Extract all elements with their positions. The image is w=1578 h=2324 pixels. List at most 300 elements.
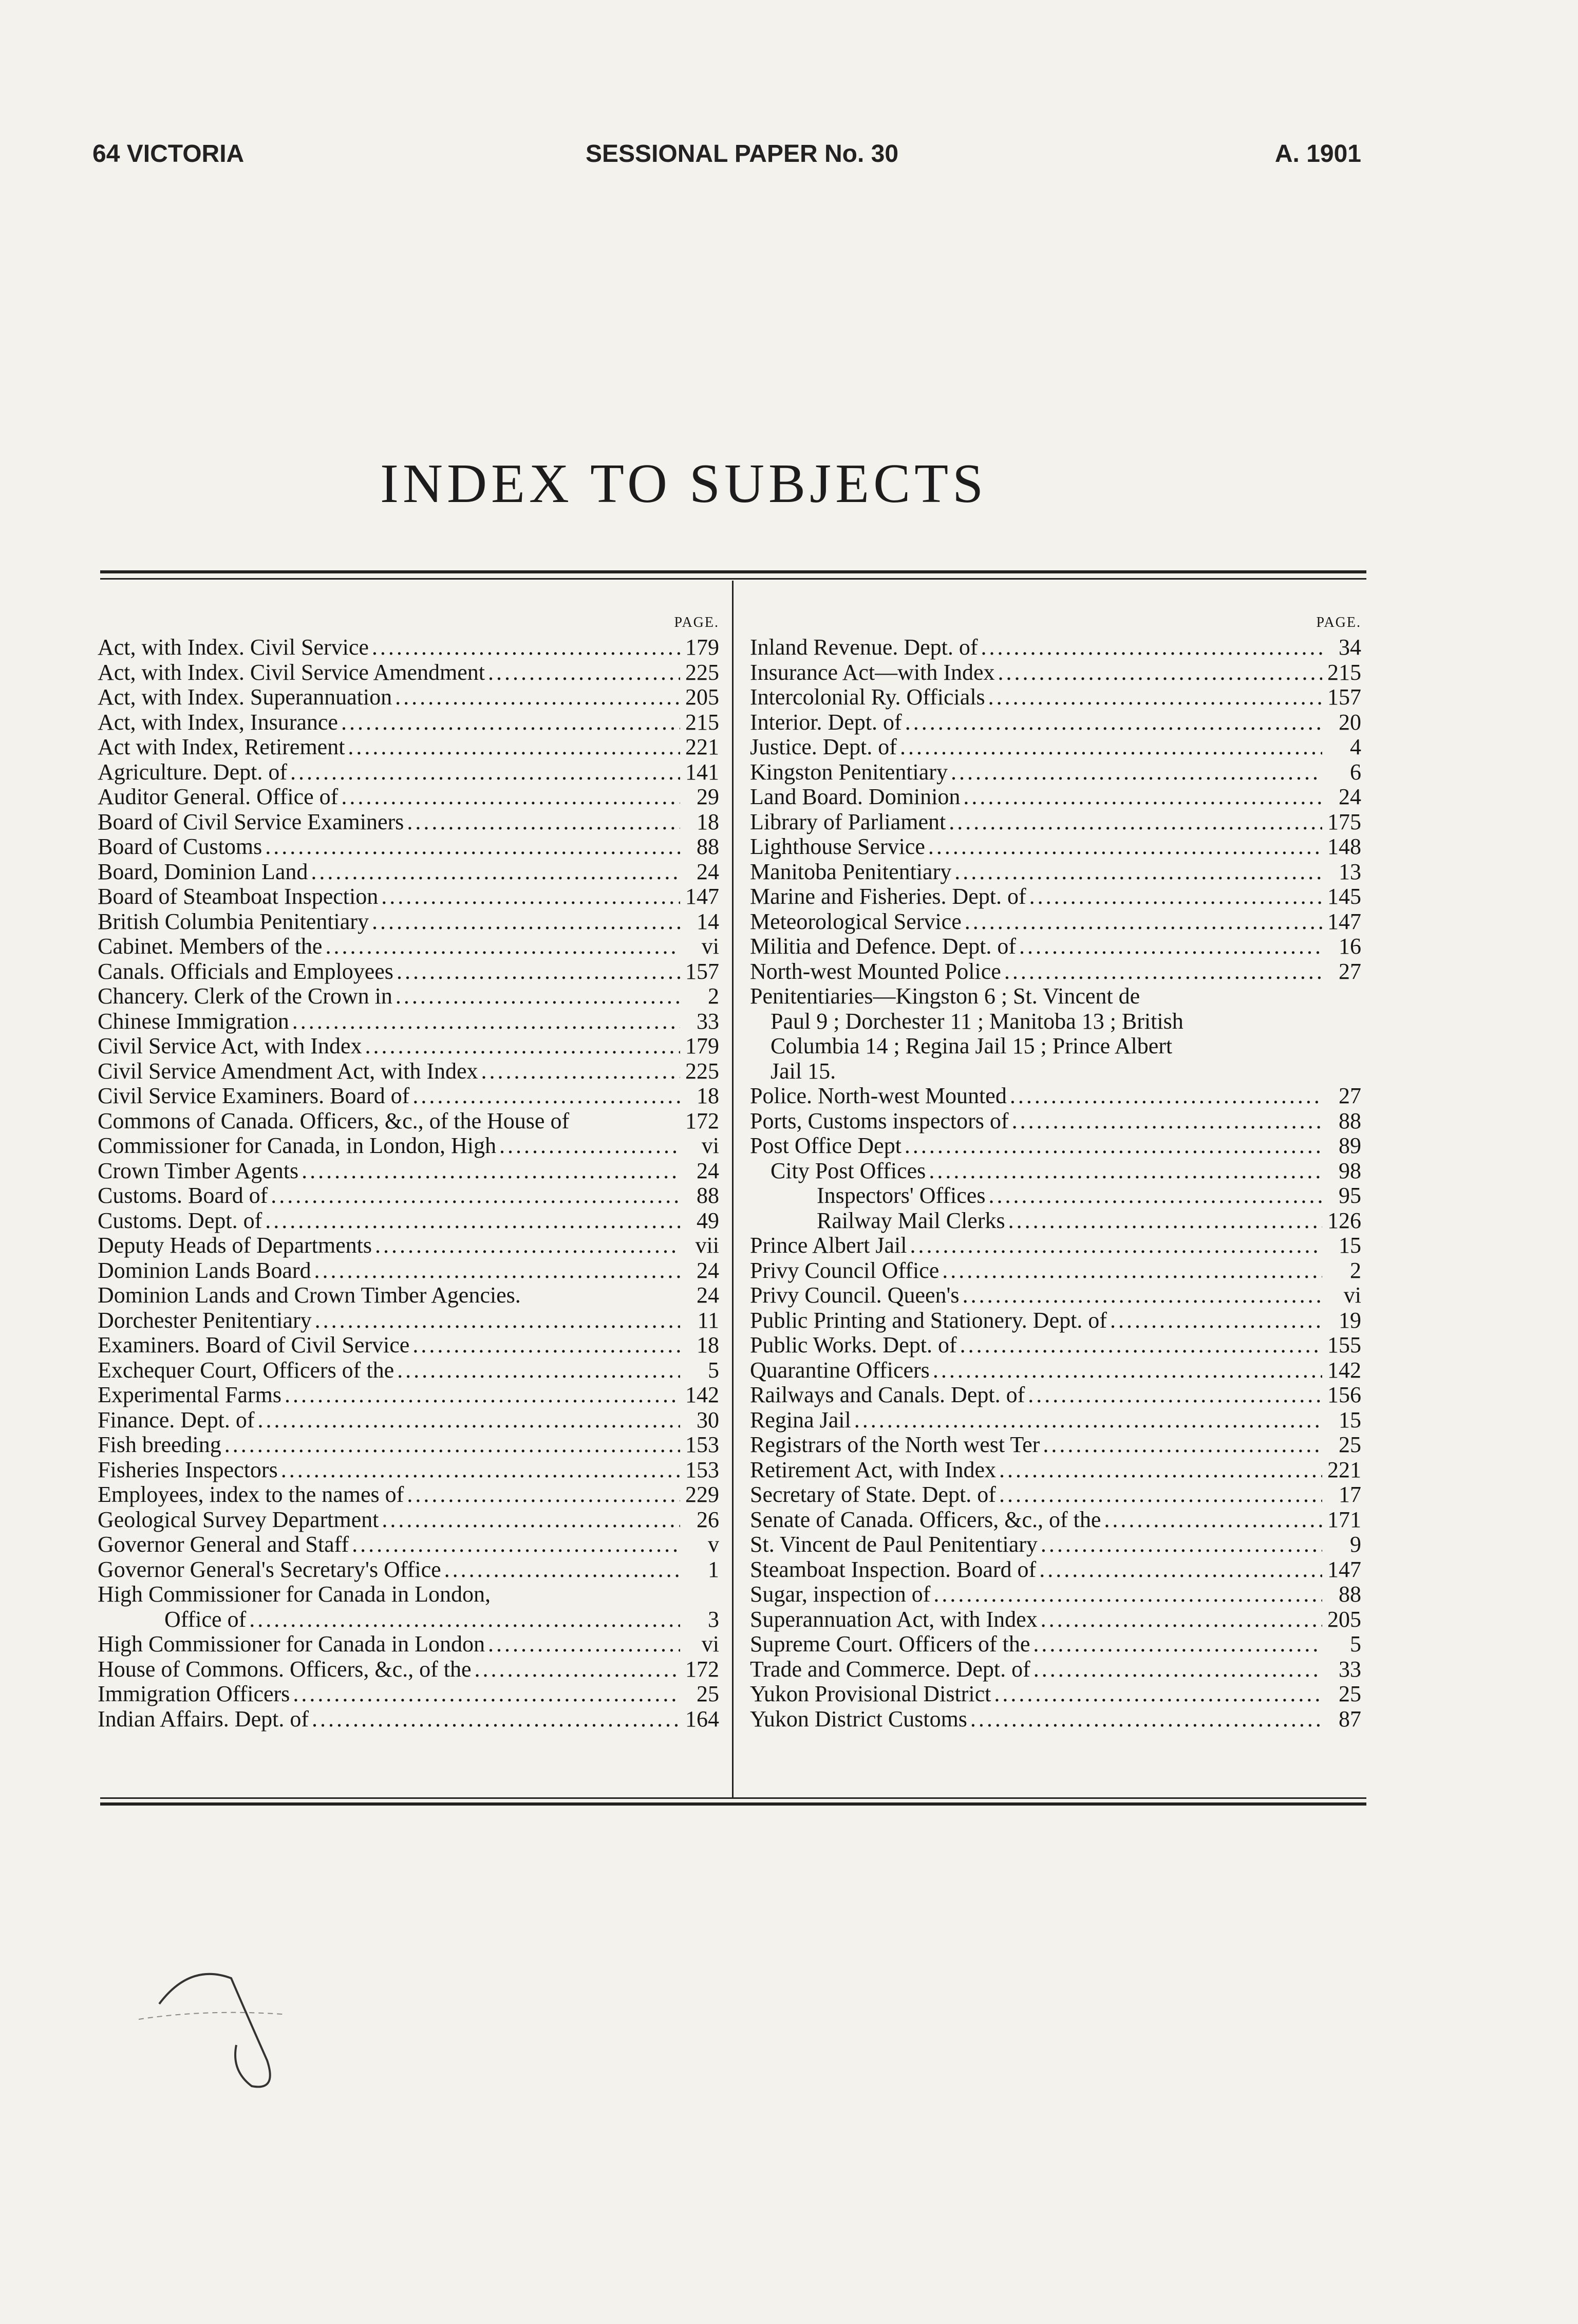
entry-page-number: 30 <box>697 1407 719 1433</box>
dot-leader <box>341 785 680 810</box>
index-entry <box>750 1508 1361 1533</box>
entry-subject: Kingston Penitentiary <box>750 759 948 785</box>
index-entry <box>750 735 1361 760</box>
entry-subject: Act, with Index. Civil Service <box>98 635 369 660</box>
entry-subject: Quarantine Officers <box>750 1357 930 1383</box>
index-entry <box>750 1682 1361 1707</box>
index-entry: Columbia 14 ; Regina Jail 15 ; Prince Albert <box>771 1033 1173 1058</box>
entry-subject: Justice. Dept. of <box>750 734 897 759</box>
entry-subject: High Commissioner for Canada in London <box>98 1631 485 1657</box>
index-entry <box>750 1532 1361 1557</box>
entry-subject: Office of <box>164 1606 247 1632</box>
dot-leader <box>1041 1607 1322 1632</box>
entry-page-number: 19 <box>1339 1307 1361 1333</box>
index-entry <box>98 685 719 710</box>
entry-page-number: 9 <box>1350 1532 1361 1557</box>
dot-leader <box>963 785 1322 810</box>
index-entry <box>750 1383 1361 1408</box>
entry-subject: Yukon Provisional District <box>750 1681 991 1706</box>
entry-subject: Senate of Canada. Officers, &c., of the <box>750 1507 1101 1532</box>
dot-leader <box>375 1233 680 1258</box>
entry-page-number: 18 <box>697 1332 719 1358</box>
entry-subject: Board, Dominion Land <box>98 859 308 884</box>
entry-page-number: 18 <box>697 809 719 834</box>
entry-page-number: 1 <box>708 1556 719 1582</box>
index-entry <box>98 1433 719 1458</box>
entry-subject: Inspectors' Offices <box>817 1183 986 1208</box>
pencil-stroke <box>159 1974 270 2087</box>
index-entries-left <box>98 635 719 1732</box>
entry-page-number: 88 <box>1339 1582 1361 1607</box>
dot-leader <box>412 1084 680 1109</box>
index-entry <box>750 1607 1361 1632</box>
entry-subject: Fisheries Inspectors <box>98 1457 278 1482</box>
dot-leader <box>910 1233 1323 1258</box>
dot-leader <box>475 1657 680 1682</box>
index-entry: Paul 9 ; Dorchester 11 ; Manitoba 13 ; British <box>771 1008 1184 1034</box>
entry-page-number: 215 <box>1327 659 1361 685</box>
index-entry <box>98 1682 719 1707</box>
dot-leader <box>1010 1084 1322 1109</box>
entry-page-number: 24 <box>1339 784 1361 809</box>
index-entry <box>98 934 719 959</box>
entry-subject: Governor General's Secretary's Office <box>98 1556 441 1582</box>
entry-subject: House of Commons. Officers, &c., of the <box>98 1656 472 1682</box>
entry-page-number: 49 <box>697 1207 719 1233</box>
entry-subject: Library of Parliament <box>750 809 946 834</box>
dot-leader <box>444 1557 680 1583</box>
entry-subject: Privy Council Office <box>750 1257 940 1283</box>
dot-leader <box>933 1582 1322 1607</box>
dot-leader <box>933 1358 1322 1383</box>
dot-leader <box>1104 1508 1322 1533</box>
entry-subject: Indian Affairs. Dept. of <box>98 1706 309 1732</box>
dot-leader <box>1029 884 1322 909</box>
dot-leader <box>481 1059 680 1084</box>
entry-subject: Retirement Act, with Index <box>750 1457 996 1482</box>
dot-leader <box>488 1632 680 1657</box>
entry-page-number: 157 <box>685 958 719 984</box>
entry-subject: Land Board. Dominion <box>750 784 961 809</box>
dot-leader <box>988 1183 1322 1209</box>
dot-leader <box>382 1508 680 1533</box>
entry-subject: Civil Service Examiners. Board of <box>98 1083 410 1108</box>
running-header <box>92 140 1361 176</box>
index-entry <box>750 760 1361 785</box>
dot-leader <box>292 1009 680 1034</box>
entry-subject: Experimental Farms <box>98 1382 282 1407</box>
dot-leader <box>224 1433 680 1458</box>
dot-leader <box>929 1159 1322 1184</box>
index-entry <box>750 1283 1361 1308</box>
entry-page-number: 5 <box>708 1357 719 1383</box>
index-entry <box>98 1009 719 1034</box>
dot-leader <box>928 834 1322 860</box>
entry-subject: Canals. Officials and Employees <box>98 958 393 984</box>
entry-subject: Board of Customs <box>98 834 262 859</box>
entry-page-number: 145 <box>1327 884 1361 909</box>
entry-page-number: 15 <box>1339 1407 1361 1433</box>
index-entry <box>98 1632 719 1657</box>
entry-subject: Chinese Immigration <box>98 1008 289 1034</box>
dot-leader <box>1041 1532 1322 1557</box>
index-entry <box>750 1209 1361 1234</box>
dot-leader <box>372 635 680 660</box>
page-column-heading: PAGE. <box>1316 615 1361 630</box>
dot-leader <box>1043 1433 1322 1458</box>
index-entry <box>750 660 1361 685</box>
entry-page-number: vi <box>701 1133 719 1158</box>
dot-leader <box>1039 1557 1322 1583</box>
index-entry <box>750 785 1361 810</box>
dot-leader <box>1110 1308 1322 1333</box>
dot-leader <box>488 660 680 685</box>
entry-subject: Deputy Heads of Departments <box>98 1233 372 1258</box>
entry-page-number: 221 <box>1327 1457 1361 1482</box>
entry-subject: Lighthouse Service <box>750 834 925 859</box>
index-column-right <box>750 610 1361 1732</box>
entry-subject: Post Office Dept <box>750 1133 901 1158</box>
entry-subject: Prince Albert Jail <box>750 1233 907 1258</box>
entry-subject: Board of Steamboat Inspection <box>98 884 379 909</box>
index-entry <box>750 1333 1361 1358</box>
entry-subject: Ports, Customs inspectors of <box>750 1108 1009 1133</box>
index-entry <box>750 1408 1361 1433</box>
dot-leader <box>905 1133 1322 1159</box>
index-entry <box>98 810 719 835</box>
top-rule-thin <box>100 578 1366 580</box>
entry-page-number: 147 <box>685 884 719 909</box>
entry-page-number: 27 <box>1339 958 1361 984</box>
entry-page-number: 14 <box>697 908 719 934</box>
faint-dash-stroke <box>139 2013 283 2019</box>
entry-subject: Secretary of State. Dept. of <box>750 1482 996 1507</box>
entry-page-number: 89 <box>1339 1133 1361 1158</box>
header-sessional-paper: SESSIONAL PAPER No. 30 <box>586 140 899 168</box>
index-entry <box>750 1159 1361 1184</box>
entry-subject: Geological Survey Department <box>98 1507 379 1532</box>
dot-leader <box>397 1358 680 1383</box>
dot-leader <box>265 834 680 860</box>
entry-page-number: 98 <box>1339 1158 1361 1183</box>
entry-subject: Privy Council. Queen's <box>750 1282 960 1308</box>
entry-subject: Inland Revenue. Dept. of <box>750 635 978 660</box>
dot-leader <box>949 810 1322 835</box>
entry-page-number: 142 <box>1327 1357 1361 1383</box>
dot-leader <box>395 685 680 710</box>
index-entry <box>98 1133 719 1159</box>
dot-leader <box>970 1707 1322 1732</box>
entry-subject: Superannuation Act, with Index <box>750 1606 1038 1632</box>
dot-leader <box>988 685 1322 710</box>
entry-page-number: 153 <box>685 1457 719 1482</box>
entry-subject: Dominion Lands Board <box>98 1257 311 1283</box>
index-entry <box>750 834 1361 860</box>
dot-leader <box>1012 1109 1322 1134</box>
entry-subject: Civil Service Act, with Index <box>98 1033 362 1058</box>
index-entry <box>750 909 1361 935</box>
index-entry <box>98 1333 719 1358</box>
dot-leader <box>499 1133 680 1159</box>
index-entry <box>98 1557 719 1583</box>
dot-leader <box>314 1258 680 1284</box>
index-entry <box>98 760 719 785</box>
dot-leader <box>365 1034 680 1059</box>
header-year: A. 1901 <box>1274 140 1361 168</box>
entry-page-number: 11 <box>697 1307 719 1333</box>
index-entry <box>750 1707 1361 1732</box>
entry-page-number: 25 <box>697 1681 719 1706</box>
dot-leader <box>942 1258 1322 1284</box>
entry-subject: Examiners. Board of Civil Service <box>98 1332 410 1358</box>
entry-page-number: 34 <box>1339 635 1361 660</box>
dot-leader <box>315 1308 680 1333</box>
entry-page-number: 225 <box>685 659 719 685</box>
dot-leader <box>281 1458 680 1483</box>
index-entry <box>98 1084 719 1109</box>
entry-subject: Dorchester Penitentiary <box>98 1307 312 1333</box>
index-entry <box>98 1607 719 1632</box>
entry-page-number: 25 <box>1339 1681 1361 1706</box>
entry-page-number: 88 <box>697 1183 719 1208</box>
entry-subject: Steamboat Inspection. Board of <box>750 1556 1037 1582</box>
entry-page-number: 221 <box>685 734 719 759</box>
entry-page-number: 142 <box>685 1382 719 1407</box>
index-entry <box>750 959 1361 984</box>
entry-page-number: vi <box>701 1631 719 1657</box>
entry-page-number: 87 <box>1339 1706 1361 1732</box>
index-column-left <box>98 610 719 1732</box>
entry-page-number: 205 <box>685 684 719 710</box>
entry-subject: Marine and Fisheries. Dept. of <box>750 884 1026 909</box>
entry-subject: Act, with Index. Superannuation <box>98 684 392 710</box>
dot-leader <box>257 1408 680 1433</box>
entry-subject: Crown Timber Agents <box>98 1158 299 1183</box>
entry-page-number: 95 <box>1339 1183 1361 1208</box>
entry-page-number: 179 <box>685 635 719 660</box>
entry-page-number: 172 <box>685 1108 719 1133</box>
index-entry <box>98 1034 719 1059</box>
entry-subject: Customs. Board of <box>98 1183 268 1208</box>
entry-page-number: 225 <box>685 1058 719 1084</box>
entry-subject: Intercolonial Ry. Officials <box>750 684 985 710</box>
entry-page-number: 229 <box>685 1482 719 1507</box>
entry-subject: Board of Civil Service Examiners <box>98 809 404 834</box>
index-entry <box>750 1183 1361 1209</box>
dot-leader <box>998 660 1322 685</box>
dot-leader <box>372 909 680 935</box>
entry-page-number: 13 <box>1339 859 1361 884</box>
entry-subject: Commons of Canada. Officers, &c., of the House of <box>98 1108 570 1133</box>
dot-leader <box>960 1333 1322 1358</box>
index-entry <box>98 660 719 685</box>
entry-page-number: 24 <box>697 1158 719 1183</box>
entry-subject: Registrars of the North west Ter <box>750 1432 1040 1457</box>
entry-page-number: 4 <box>1350 734 1361 759</box>
entry-subject: Act with Index, Retirement <box>98 734 345 759</box>
entry-subject: High Commissioner for Canada in London, <box>98 1582 491 1607</box>
index-entry <box>98 884 719 909</box>
index-entry <box>750 1133 1361 1159</box>
entry-page-number: 15 <box>1339 1233 1361 1258</box>
entry-subject: Customs. Dept. of <box>98 1207 262 1233</box>
entry-page-number: 153 <box>685 1432 719 1457</box>
entry-page-number: 141 <box>685 759 719 785</box>
dot-leader <box>1028 1383 1322 1408</box>
entry-page-number: 24 <box>697 1282 719 1308</box>
entry-page-number: 2 <box>708 983 719 1009</box>
index-entry <box>98 1657 719 1682</box>
index-entry <box>750 1458 1361 1483</box>
dot-leader <box>981 635 1322 660</box>
dot-leader <box>1033 1632 1322 1657</box>
index-entry <box>750 1308 1361 1333</box>
dot-leader <box>311 860 680 885</box>
top-rule-thick <box>100 570 1366 573</box>
dot-leader <box>1008 1209 1322 1234</box>
dot-leader <box>999 1458 1322 1483</box>
header-volume: 64 VICTORIA <box>92 140 245 168</box>
index-entry <box>98 1233 719 1258</box>
index-entry <box>750 984 1361 1009</box>
entry-page-number: 155 <box>1327 1332 1361 1358</box>
index-entry <box>98 1358 719 1383</box>
entry-subject: Employees, index to the names of <box>98 1482 404 1507</box>
entry-subject: Agriculture. Dept. of <box>98 759 287 785</box>
entry-subject: North-west Mounted Police <box>750 958 1001 984</box>
index-entry <box>750 1657 1361 1682</box>
entry-subject: Commissioner for Canada, in London, High <box>98 1133 497 1158</box>
entry-page-number: 147 <box>1327 908 1361 934</box>
dot-leader <box>290 760 680 785</box>
index-entry <box>750 1482 1361 1508</box>
dot-leader <box>900 735 1322 760</box>
index-entry <box>750 810 1361 835</box>
index-entry <box>98 1059 719 1084</box>
index-entry <box>98 1109 719 1134</box>
index-entry <box>98 1482 719 1508</box>
entry-subject: Immigration Officers <box>98 1681 290 1706</box>
entry-page-number: 126 <box>1327 1207 1361 1233</box>
index-entry <box>750 860 1361 885</box>
entry-page-number: 33 <box>697 1008 719 1034</box>
dot-leader <box>954 860 1322 885</box>
index-entry <box>98 1183 719 1209</box>
entry-page-number: 147 <box>1327 1556 1361 1582</box>
entry-page-number: vii <box>695 1233 719 1258</box>
dot-leader <box>249 1607 680 1632</box>
dot-leader <box>396 984 680 1009</box>
index-entry <box>750 1557 1361 1583</box>
index-entry <box>750 635 1361 660</box>
entry-page-number: 157 <box>1327 684 1361 710</box>
entry-page-number: 20 <box>1339 709 1361 735</box>
entry-page-number: 171 <box>1327 1507 1361 1532</box>
entry-page-number: 18 <box>697 1083 719 1108</box>
index-entry <box>98 1159 719 1184</box>
entry-subject: Chancery. Clerk of the Crown in <box>98 983 392 1009</box>
entry-page-number: 26 <box>697 1507 719 1532</box>
entry-page-number: v <box>708 1532 719 1557</box>
entry-subject: Railways and Canals. Dept. of <box>750 1382 1025 1407</box>
dot-leader <box>407 1482 680 1508</box>
dot-leader <box>854 1408 1322 1433</box>
entry-subject: Insurance Act—with Index <box>750 659 995 685</box>
entry-subject: Act, with Index, Insurance <box>98 709 338 735</box>
entry-subject: Militia and Defence. Dept. of <box>750 934 1017 959</box>
entry-page-number: 27 <box>1339 1083 1361 1108</box>
dot-leader <box>905 710 1322 735</box>
entry-page-number: 3 <box>708 1606 719 1632</box>
index-entry <box>750 934 1361 959</box>
index-entry <box>98 635 719 660</box>
index-entry <box>98 1383 719 1408</box>
dot-leader <box>407 810 680 835</box>
entry-page-number: 172 <box>685 1656 719 1682</box>
index-entry <box>750 1258 1361 1284</box>
index-entry <box>750 710 1361 735</box>
entry-subject: City Post Offices <box>771 1158 926 1183</box>
index-entry <box>98 710 719 735</box>
index-entry <box>98 834 719 860</box>
dot-leader <box>348 735 680 760</box>
entry-subject: Supreme Court. Officers of the <box>750 1631 1030 1657</box>
entry-subject: Trade and Commerce. Dept. of <box>750 1656 1030 1682</box>
entry-subject: Meteorological Service <box>750 908 962 934</box>
index-entry <box>98 909 719 935</box>
index-entry <box>98 959 719 984</box>
entry-page-number: 88 <box>1339 1108 1361 1133</box>
entry-page-number: 33 <box>1339 1656 1361 1682</box>
index-entry <box>98 1283 719 1308</box>
bottom-rule-thin <box>100 1797 1366 1799</box>
index-entry <box>98 1308 719 1333</box>
dot-leader <box>965 909 1322 935</box>
entry-page-number: 179 <box>685 1033 719 1058</box>
entry-subject: British Columbia Penitentiary <box>98 908 369 934</box>
index-entry <box>750 1233 1361 1258</box>
index-entry <box>750 1358 1361 1383</box>
dot-leader <box>397 959 680 984</box>
entry-page-number: 16 <box>1339 934 1361 959</box>
entry-page-number: 88 <box>697 834 719 859</box>
entry-subject: Manitoba Penitentiary <box>750 859 952 884</box>
index-entry <box>750 1109 1361 1134</box>
entry-subject: Dominion Lands and Crown Timber Agencies. <box>98 1282 521 1308</box>
dot-leader <box>381 884 680 909</box>
dot-leader <box>412 1333 680 1358</box>
index-entry <box>98 860 719 885</box>
entry-page-number: 175 <box>1327 809 1361 834</box>
entry-subject: Penitentiaries—Kingston 6 ; St. Vincent de <box>750 983 1140 1009</box>
entry-subject: Civil Service Amendment Act, with Index <box>98 1058 478 1084</box>
entry-page-number: 17 <box>1339 1482 1361 1507</box>
dot-leader <box>1034 1657 1322 1682</box>
margin-pencil-mark <box>128 1942 344 2117</box>
dot-leader <box>1004 959 1322 984</box>
index-entry <box>98 1508 719 1533</box>
index-entry <box>98 1209 719 1234</box>
entry-page-number: 6 <box>1350 759 1361 785</box>
entry-page-number: 156 <box>1327 1382 1361 1407</box>
entry-subject: Fish breeding <box>98 1432 221 1457</box>
index-entries-right <box>750 635 1361 1732</box>
entry-page-number: vi <box>701 934 719 959</box>
index-entry <box>750 1632 1361 1657</box>
dot-leader <box>999 1482 1322 1508</box>
entry-page-number: 29 <box>697 784 719 809</box>
entry-page-number: 5 <box>1350 1631 1361 1657</box>
